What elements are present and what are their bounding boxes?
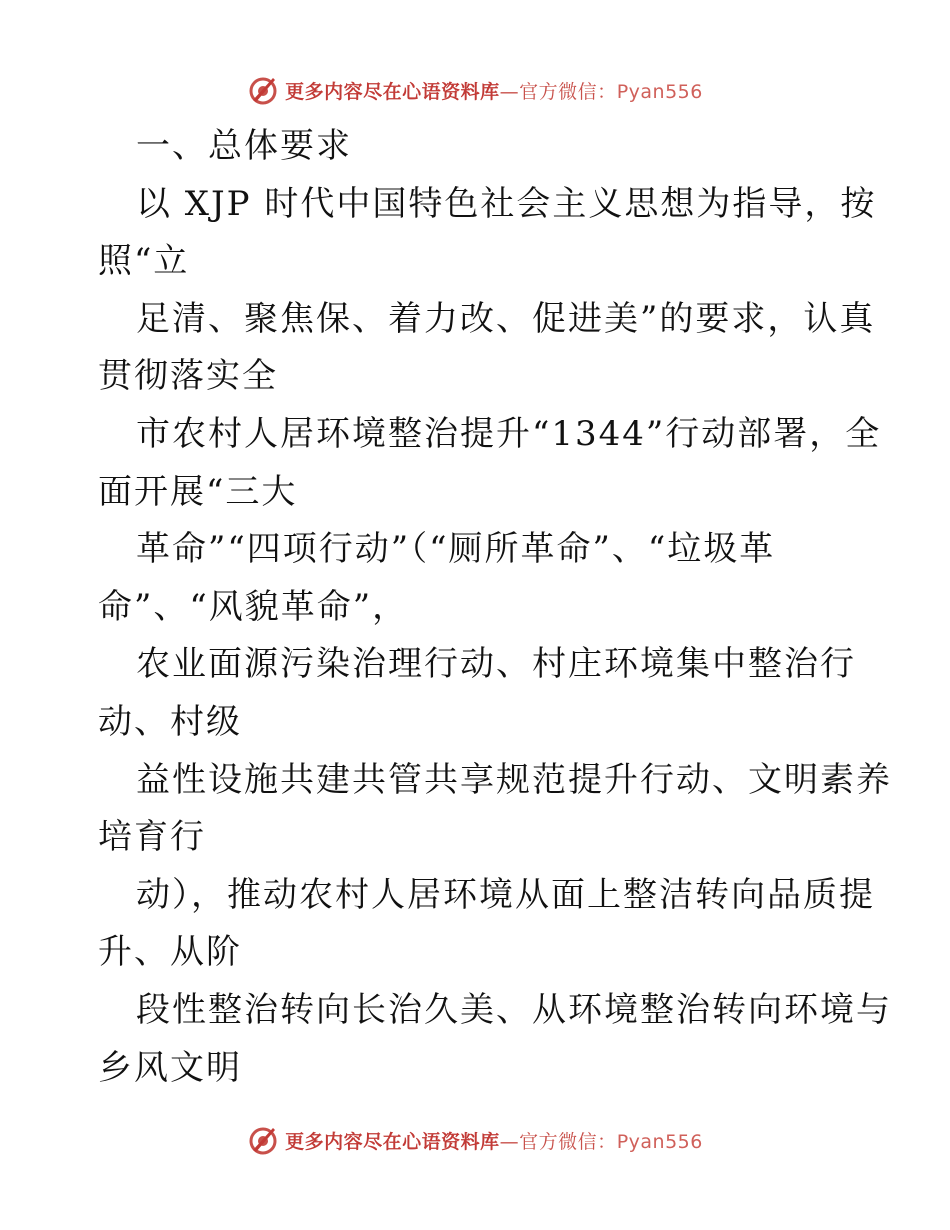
paragraph-line: 益性设施共建共管共享规范提升行动、文明素养 <box>136 759 892 800</box>
paragraph-line: 命”、“风貌革命”， <box>98 586 409 627</box>
quill-seal-icon <box>247 1124 279 1156</box>
watermark-text <box>285 1127 703 1154</box>
watermark-separator: — <box>499 80 520 103</box>
watermark-separator: — <box>499 1130 520 1153</box>
paragraph-line: 农业面源污染治理行动、村庄环境集中整治行 <box>136 644 856 685</box>
watermark-text <box>285 77 703 104</box>
paragraph-line: 革命”“四项行动”（“厕所革命”、“垃圾革 <box>136 529 776 570</box>
paragraph-line: 以 XJP 时代中国特色社会主义思想为指导，按 <box>136 183 877 224</box>
quill-seal-icon <box>247 74 279 106</box>
watermark-wechat-label: 官方微信： <box>519 1130 617 1153</box>
section-heading: 一、总体要求 <box>136 126 352 166</box>
watermark-wechat-id: Pyan556 <box>616 1130 703 1153</box>
paragraph-line: 乡风文明 <box>98 1047 242 1088</box>
paragraph-line: 动），推动农村人居环境从面上整洁转向品质提 <box>136 874 875 915</box>
watermark-brand: 更多内容尽在心语资料库 <box>285 80 500 103</box>
document-body <box>98 118 892 1097</box>
paragraph-line: 贯彻落实全 <box>98 356 278 397</box>
watermark-wechat-label: 官方微信： <box>519 80 617 103</box>
header-watermark <box>0 70 950 110</box>
footer-watermark <box>0 1120 950 1160</box>
paragraph-line: 动、村级 <box>98 701 242 742</box>
paragraph-line: 段性整治转向长治久美、从环境整治转向环境与 <box>136 989 892 1030</box>
paragraph-line: 培育行 <box>98 817 206 858</box>
paragraph-line: 足清、聚焦保、着力改、促进美”的要求，认真 <box>136 298 876 339</box>
watermark-wechat-id: Pyan556 <box>616 80 703 103</box>
paragraph-line: 面开展“三大 <box>98 471 298 512</box>
paragraph-line: 市农村人居环境整治提升“1344”行动部署，全 <box>136 413 882 454</box>
paragraph-line: 照“立 <box>98 241 190 282</box>
watermark-brand: 更多内容尽在心语资料库 <box>285 1130 500 1153</box>
paragraph-line: 升、从阶 <box>98 932 242 973</box>
